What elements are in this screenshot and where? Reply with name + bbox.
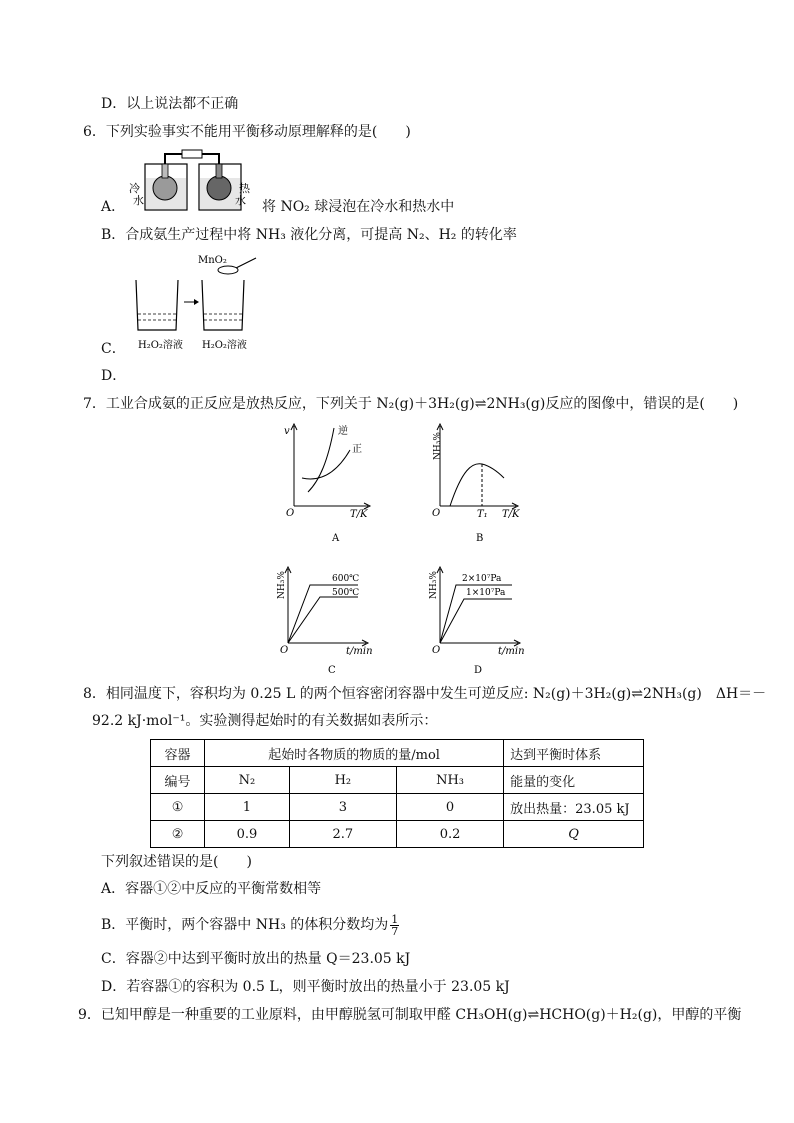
row-id: ① bbox=[151, 794, 205, 821]
graph-c-line2: 500℃ bbox=[332, 588, 360, 598]
q5-option-d: D．以上说法都不正确 bbox=[101, 96, 239, 112]
q6-stem: 6．下列实验事实不能用平衡移动原理解释的是( ) bbox=[83, 124, 411, 140]
q6-option-a-label: A． bbox=[101, 199, 126, 215]
q8-option-a: A．容器①②中反应的平衡常数相等 bbox=[101, 881, 322, 897]
no2-bulb-figure bbox=[127, 146, 252, 216]
graph-d-ylabel: NH₃% bbox=[429, 571, 439, 599]
q8-option-d: D．若容器①的容积为 0.5 L，则平衡时放出的热量小于 23.05 kJ bbox=[101, 979, 510, 995]
row-n2: 1 bbox=[205, 794, 290, 821]
fraction-one-seventh bbox=[390, 914, 399, 937]
graph-c-line1: 600℃ bbox=[332, 574, 360, 584]
hot-label-2: 水 bbox=[235, 194, 246, 207]
header-container-2: 编号 bbox=[151, 767, 205, 794]
graph-d bbox=[422, 565, 534, 679]
graph-a-xlabel: T/K bbox=[350, 509, 368, 520]
graph-b bbox=[424, 420, 528, 546]
graph-d-origin: O bbox=[432, 645, 441, 656]
q6-option-c-label: C． bbox=[101, 341, 126, 357]
header-energy-1: 达到平衡时体系 bbox=[504, 740, 644, 767]
graph-a-caption: A bbox=[332, 533, 340, 544]
row-h2: 2.7 bbox=[289, 821, 396, 848]
graph-b-ylabel: NH₃% bbox=[433, 432, 443, 460]
graph-c-xlabel: t/min bbox=[346, 646, 373, 657]
q8-stem-line2: 92.2 kJ·mol⁻¹。实验测得起始时的有关数据如表所示： bbox=[92, 713, 438, 729]
row-h2: 3 bbox=[289, 794, 396, 821]
row-nh3: 0.2 bbox=[396, 821, 503, 848]
graph-a bbox=[280, 420, 380, 546]
graph-b-caption: B bbox=[476, 533, 484, 544]
q6-option-b: B．合成氨生产过程中将 NH₃ 液化分离，可提高 N₂、H₂ 的转化率 bbox=[101, 227, 517, 243]
fraction-numerator: 1 bbox=[391, 912, 399, 926]
q8-ask: 下列叙述错误的是( ) bbox=[101, 854, 252, 870]
q8-stem-line1: 8．相同温度下，容积均为 0.25 L 的两个恒容密闭容器中发生可逆反应: N₂(g)＋3H₂(g)⇌2NH₃(g) ΔH＝－ bbox=[83, 686, 767, 702]
graph-d-line2: 1×10⁷Pa bbox=[466, 588, 506, 598]
header-h2: H₂ bbox=[289, 767, 396, 794]
q7-stem: 7．工业合成氨的正反应是放热反应，下列关于 N₂(g)＋3H₂(g)⇌2NH₃(g)反应的图像中，错误的是( ) bbox=[83, 396, 739, 412]
header-nh3: NH₃ bbox=[396, 767, 503, 794]
hot-label-1: 热 bbox=[239, 182, 250, 195]
graph-d-line1: 2×10⁷Pa bbox=[462, 574, 502, 584]
row-nh3: 0 bbox=[396, 794, 503, 821]
header-n2: N₂ bbox=[205, 767, 290, 794]
h2o2-label-left: H₂O₂溶液 bbox=[138, 340, 183, 351]
fraction-denominator: 7 bbox=[391, 924, 399, 938]
graph-d-xlabel: t/min bbox=[498, 646, 525, 657]
graph-c bbox=[270, 565, 380, 679]
row-id: ② bbox=[151, 821, 205, 848]
q6-option-d-label: D． bbox=[101, 368, 127, 384]
graph-c-origin: O bbox=[280, 645, 289, 656]
graph-b-mark: T₁ bbox=[477, 509, 488, 520]
q8-option-c: C．容器②中达到平衡时放出的热量 Q＝23.05 kJ bbox=[101, 951, 411, 967]
row-energy: 放出热量：23.05 kJ bbox=[504, 794, 644, 821]
q8-data-table bbox=[150, 739, 644, 848]
graph-b-xlabel: T/K bbox=[502, 509, 520, 520]
h2o2-label-right: H₂O₂溶液 bbox=[202, 340, 247, 351]
h2o2-mno2-figure bbox=[128, 250, 268, 358]
q8-option-b bbox=[101, 908, 399, 942]
graph-a-origin: O bbox=[286, 508, 295, 519]
table-row bbox=[151, 821, 644, 848]
header-container-1: 容器 bbox=[151, 740, 205, 767]
table-row bbox=[151, 794, 644, 821]
mno2-label: MnO₂ bbox=[198, 255, 227, 266]
cold-label-1: 冷 bbox=[129, 182, 140, 195]
graph-c-ylabel: NH₃% bbox=[277, 571, 287, 599]
q8-option-b-text: B．平衡时，两个容器中 NH₃ 的体积分数均为 bbox=[101, 917, 389, 933]
graph-d-caption: D bbox=[474, 665, 483, 676]
q6-option-a-text: 将 NO₂ 球浸泡在冷水和热水中 bbox=[262, 199, 455, 215]
graph-c-caption: C bbox=[328, 665, 336, 676]
header-initial: 起始时各物质的物质的量/mol bbox=[205, 740, 504, 767]
graph-a-ylabel: v bbox=[284, 426, 290, 437]
graph-b-origin: O bbox=[432, 508, 441, 519]
q9-stem: 9．已知甲醇是一种重要的工业原料，由甲醇脱氢可制取甲醛 CH₃OH(g)⇌HCHO(g)＋H₂(g)，甲醇的平衡 bbox=[78, 1007, 742, 1023]
cold-label-2: 水 bbox=[133, 194, 144, 207]
header-energy-2: 能量的变化 bbox=[504, 767, 644, 794]
graph-a-curve2: 正 bbox=[352, 444, 362, 455]
row-n2: 0.9 bbox=[205, 821, 290, 848]
graph-a-curve1: 逆 bbox=[338, 426, 348, 437]
row-energy: Q bbox=[504, 821, 644, 848]
